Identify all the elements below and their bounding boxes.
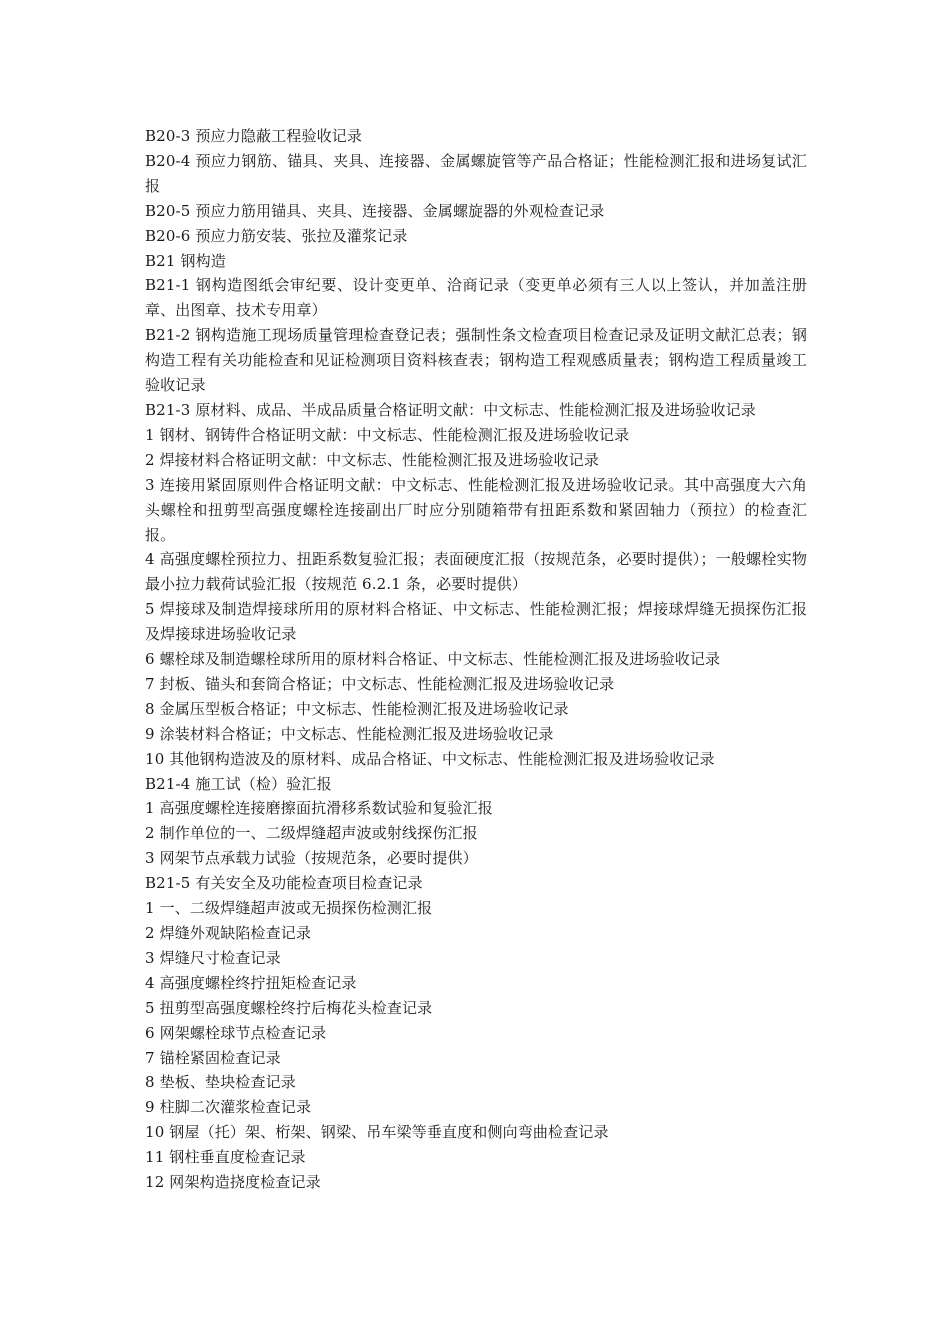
list-item: 7 锚栓紧固检查记录 [145,1048,281,1067]
section-heading-b21-4: B21-4 施工试（检）验汇报 [145,774,332,793]
list-item: 9 柱脚二次灌浆检查记录 [145,1098,312,1117]
list-item: 1 钢材、钢铸件合格证明文献：中文标志、性能检测汇报及进场验收记录 [145,425,630,444]
list-item: 4 高强度螺栓终拧扭矩检查记录 [145,973,357,992]
list-item: 3 连接用紧固原则件合格证明文献：中文标志、性能检测汇报及进场验收记录。其中高强度大六角头螺栓和扭剪型高强度螺栓连接副出厂时应分别随箱带有扭距系数和紧固轴力（预拉）的检查汇报。 [145,475,807,544]
list-item: 10 钢屋（托）架、桁架、钢梁、吊车梁等垂直度和侧向弯曲检查记录 [145,1123,609,1142]
list-item: 4 高强度螺栓预拉力、扭距系数复验汇报；表面硬度汇报（按规范条，必要时提供）；一般螺栓实物最小拉力载荷试验汇报（按规范 6.2.1 条，必要时提供） [145,550,807,594]
section-heading-b21: B21 钢构造 [145,251,226,270]
list-item: 8 垫板、垫块检查记录 [145,1073,296,1092]
document-body [145,124,807,1195]
section-heading-b20-5: B20-5 预应力筋用锚具、夹具、连接器、金属螺旋器的外观检查记录 [145,201,605,220]
list-item: 3 网架节点承载力试验（按规范条，必要时提供） [145,849,478,868]
list-item: 5 焊接球及制造焊接球所用的原材料合格证、中文标志、性能检测汇报；焊接球焊缝无损探伤汇报及焊接球进场验收记录 [145,600,807,644]
list-item: 2 焊缝外观缺陷检查记录 [145,924,312,942]
list-item: 2 制作单位的一、二级焊缝超声波或射线探伤汇报 [145,824,478,843]
list-item: 11 钢柱垂直度检查记录 [145,1148,306,1167]
list-item: 1 一、二级焊缝超声波或无损探伤检测汇报 [145,899,433,918]
section-heading-b20-3: B20-3 预应力隐蔽工程验收记录 [145,127,363,145]
section-heading-b20-6: B20-6 预应力筋安装、张拉及灌浆记录 [145,226,408,245]
list-item: 12 网架构造挠度检查记录 [145,1173,321,1192]
list-item: 5 扭剪型高强度螺栓终拧后梅花头检查记录 [145,998,433,1017]
list-item: 7 封板、锚头和套筒合格证；中文标志、性能检测汇报及进场验收记录 [145,674,615,693]
list-item: 9 涂装材料合格证；中文标志、性能检测汇报及进场验收记录 [145,724,554,743]
list-item: 3 焊缝尺寸检查记录 [145,948,281,967]
section-heading-b21-5: B21-5 有关安全及功能检查项目检查记录 [145,874,423,893]
list-item: 8 金属压型板合格证；中文标志、性能检测汇报及进场验收记录 [145,699,569,718]
section-heading-b20-4: B20-4 预应力钢筋、锚具、夹具、连接器、金属螺旋管等产品合格证；性能检测汇报和进场复试汇报 [145,151,807,195]
list-item: 1 高强度螺栓连接磨擦面抗滑移系数试验和复验汇报 [145,799,493,818]
section-heading-b21-2: B21-2 钢构造施工现场质量管理检查登记表；强制性条文检查项目检查记录及证明文献汇总表；钢构造工程有关功能检查和见证检测项目资料核查表；钢构造工程观感质量表；钢构造工程质量竣工验收记录 [145,326,807,395]
list-item: 2 焊接材料合格证明文献：中文标志、性能检测汇报及进场验收记录 [145,450,599,469]
section-heading-b21-3: B21-3 原材料、成品、半成品质量合格证明文献：中文标志、性能检测汇报及进场验收记录 [145,400,756,419]
section-heading-b21-1: B21-1 钢构造图纸会审纪要、设计变更单、洽商记录（变更单必须有三人以上签认，并加盖注册章、出图章、技术专用章） [145,276,807,320]
list-item: 6 螺栓球及制造螺栓球所用的原材料合格证、中文标志、性能检测汇报及进场验收记录 [145,650,721,669]
list-item: 6 网架螺栓球节点检查记录 [145,1023,327,1042]
list-item: 10 其他钢构造波及的原材料、成品合格证、中文标志、性能检测汇报及进场验收记录 [145,749,715,768]
